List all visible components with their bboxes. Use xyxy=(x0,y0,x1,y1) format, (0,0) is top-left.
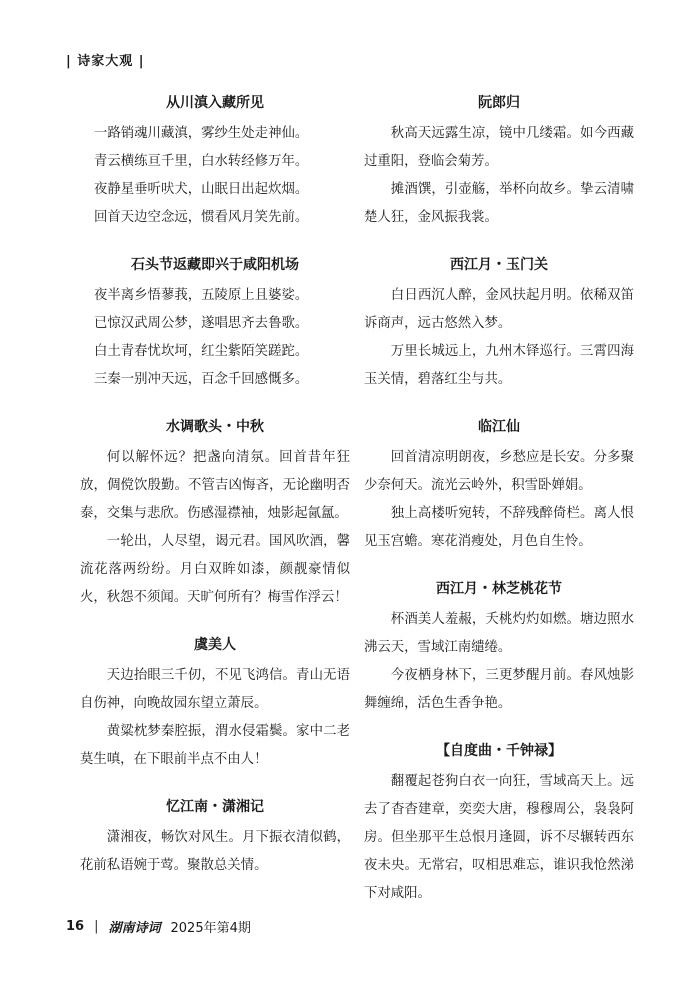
poem xyxy=(80,254,350,394)
section-header: | 诗家大观 | xyxy=(66,54,145,69)
poem-title: 西江月・林芝桃花节 xyxy=(436,581,562,597)
poem xyxy=(364,416,634,556)
poem-title: 虞美人 xyxy=(194,637,236,653)
footer-divider: | xyxy=(94,919,99,934)
poem-line: 一轮出，人尽望，谒元君。国风吹酒，馨流花落两纷纷。月白双眸如漆，颜靓豪情似火，秋怨不须闻。天旷何所有？梅雪作浮云！ xyxy=(80,534,350,605)
poem-title: 水调歌头・中秋 xyxy=(166,419,264,435)
poem xyxy=(80,634,350,774)
left-column xyxy=(80,92,350,902)
poem-line: 秋高天远露生凉，镜中几缕霜。如今西藏过重阳，登临会菊芳。 xyxy=(364,126,634,169)
poem-line: 回首清凉明朗夜，乡愁应是长安。分多聚少奈何天。流光云岭外，积雪卧婵娟。 xyxy=(364,450,634,493)
poem-title: 阮郎归 xyxy=(478,95,520,111)
poem-line: 已惊汉武周公梦，遂唱思齐去鲁歌。 xyxy=(94,316,309,331)
poem-line: 翻覆起苍狗白衣一向狂，雪域高天上。远去了杳杳建章，奕奕大唐，穆穆周公，袅袅阿房。但坐那平生总恨月逢圆，诉不尽辗转西东夜未央。无常宕，叹相思难忘，谁识我怆然涕下对咸阳。 xyxy=(364,774,634,901)
poem-line: 摊酒馔，引壶觞，举杯向故乡。挚云清啸楚人狂，金风振我裳。 xyxy=(364,182,634,225)
poem-line: 青云横练亘千里，白水转经修万年。 xyxy=(94,154,309,169)
poem-title: 从川滇入藏所见 xyxy=(166,95,264,111)
poem xyxy=(364,740,634,908)
right-column xyxy=(364,92,634,930)
poem-line: 夜半离乡悟蓼莪，五陵原上且婆娑。 xyxy=(94,288,309,303)
poem-line: 何以解怀远？把盏向清氛。回首昔年狂放，倜傥饮殷勤。不管吉凶悔吝，无论幽明否泰，交集与悲欣。伤感湿襟袖，烛影起氤氲。 xyxy=(80,450,350,521)
poem-line: 独上高楼听宛转，不辞残醉倚栏。离人恨见玉宫蟾。寒花消瘦处，月色自生怜。 xyxy=(364,506,634,549)
poem-line: 白日西沉人醉，金风扶起月明。依稀双笛诉商声，远古悠然入梦。 xyxy=(364,288,634,331)
poem xyxy=(80,796,350,880)
poem-title: 石头节返藏即兴于咸阳机场 xyxy=(131,257,299,273)
poem-line: 三秦一别冲天远，百念千回感慨多。 xyxy=(94,372,309,387)
poem-title: 【自度曲・千钟禄】 xyxy=(436,743,562,759)
poem-line: 杯酒美人羞赧，夭桃灼灼如燃。塘边照水沸云天，雪域江南缱绻。 xyxy=(364,612,634,655)
issue-label: 2025年第4期 xyxy=(170,921,251,936)
poem-title: 临江仙 xyxy=(478,419,520,435)
poem xyxy=(80,416,350,612)
poem-title: 忆江南・潇湘记 xyxy=(166,799,264,815)
poem-line: 万里长城远上，九州木铎巡行。三霄四海玉关情，碧落红尘与共。 xyxy=(364,344,634,387)
poem xyxy=(364,254,634,394)
poem-title: 西江月・玉门关 xyxy=(450,257,548,273)
page-number: 16 xyxy=(66,919,85,934)
poem-line: 天边抬眼三千仞，不见飞鸿信。青山无语自伤神，向晚故园东望立萧辰。 xyxy=(80,668,350,711)
poem xyxy=(80,92,350,232)
poem-line: 潇湘夜，畅饮对风生。月下振衣清似鹤，花前私语婉于莺。聚散总关情。 xyxy=(80,830,350,873)
poem-line: 黄粱枕梦秦腔振，渭水侵霜鬓。家中二老莫生嗔，在下眼前半点不由人！ xyxy=(80,724,350,767)
poem-line: 一路销魂川藏滇，雾纱生处走神仙。 xyxy=(94,126,309,141)
poem-line: 夜静星垂听吠犬，山眠日出起炊烟。 xyxy=(94,182,309,197)
page-footer xyxy=(66,917,251,936)
poem-line: 白土青春忧坎坷，红尘紫陌笑蹉跎。 xyxy=(94,344,309,359)
poem-line: 回首天边空念远，惯看风月笑先前。 xyxy=(94,210,309,225)
poem xyxy=(364,92,634,232)
poem xyxy=(364,578,634,718)
poem-line: 今夜栖身林下，三更梦醒月前。春风烛影舞缠绵，活色生香争艳。 xyxy=(364,668,634,711)
magazine-name: 湖南诗词 xyxy=(108,921,161,936)
